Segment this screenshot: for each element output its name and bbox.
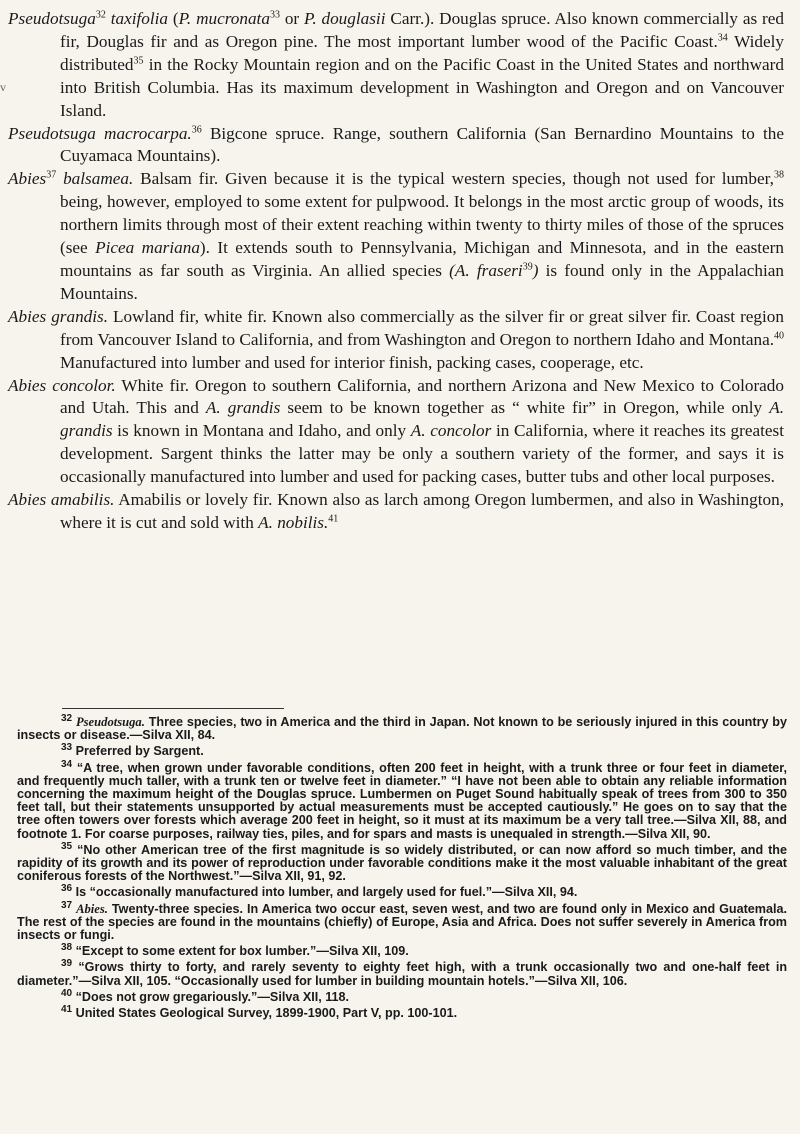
body-text: United States Geological Survey, 1899-1900, Part V, pp. 100-101.	[75, 1006, 458, 1021]
body-text: in the Rocky Mountain region and on the Pacific Coast in the United States and northward into British Columbia. Has its maximum development in Washington and Oregon and on Vancouver Island.	[60, 54, 784, 120]
body-text: Preferred by Sargent.	[75, 744, 204, 759]
italic-text: A. grandis	[60, 398, 784, 441]
italic-text: Pseudotsuga.	[75, 715, 145, 729]
body-text: Manufactured into lumber and used for interior finish, packing cases, cooperage, etc.	[60, 352, 644, 372]
footnote-37	[17, 899, 788, 943]
footnote-ref: 34	[717, 32, 728, 44]
footnote-33	[17, 742, 787, 759]
footnote-number: 39	[61, 958, 73, 970]
footnote-number: 40	[61, 987, 73, 999]
body-text: “Does not grow gregariously.”—Silva XII, 118.	[75, 989, 350, 1004]
footnote-32	[17, 712, 787, 743]
footnote-number: 36	[61, 883, 73, 895]
italic-text: balsamea.	[56, 169, 134, 189]
species-entries	[0, 8, 800, 535]
footnote-ref: 39	[522, 261, 533, 273]
body-text: in California, where it reaches its greatest development. Sargent thinks the latter may be only a southern variety of the former, and says it is occasionally manufactured into lumber and used for packing cases, butter tubs and other local purposes.	[60, 421, 784, 487]
italic-text: )	[532, 260, 539, 280]
italic-text: Pseudotsuga macrocarpa.	[8, 123, 192, 143]
italic-text: A. concolor	[410, 421, 492, 441]
footnote-ref: 38	[773, 169, 784, 181]
body-text: is found only in the Appalachian Mountains.	[60, 260, 785, 303]
entry-abies-concolor	[0, 375, 800, 490]
italic-text: P. mucronata	[178, 9, 270, 28]
italic-text: Pseudotsuga	[8, 9, 96, 28]
body-text: Widely distributed	[60, 31, 784, 74]
footnote-ref: 32	[95, 9, 106, 21]
footnote-ref: 37	[46, 169, 57, 181]
footnotes	[17, 712, 788, 1023]
body-text: Bigcone spruce. Range, southern California (San Bernardino Mountains to the Cuyamaca Mountains).	[60, 123, 784, 166]
body-text: or	[279, 9, 305, 28]
italic-text: Abies grandis.	[8, 306, 109, 326]
footnote-number: 35	[61, 840, 73, 852]
entry-pseudotsuga-macrocarpa	[0, 123, 800, 169]
footnote-ref: 33	[269, 9, 280, 21]
footnote-39	[17, 958, 788, 988]
footnote-number: 37	[61, 899, 73, 911]
footnote-40	[17, 987, 787, 1004]
footnote-41	[17, 1003, 787, 1021]
entry-abies-balsamea	[0, 168, 800, 305]
body-text: Lowland fir, white fir. Known also commercially as the silver fir or great silver fir. Coast region from Vancouver Island to California, and from Washington and Oregon to northern Idaho and Montana.	[60, 306, 784, 349]
body-text: “No other American tree of the first magnitude is so widely distributed, or can now afford so much timber, and the rapidity of its growth and its power of reproduction under favorable conditions make it the most valuable inhabitant of the great coniferous forests of the Northwest.”—Silva XII, 91, 92.	[17, 842, 788, 884]
entry-pseudotsuga-taxifolia	[0, 8, 800, 123]
italic-text: taxifolia	[105, 9, 169, 28]
body-text: Is “occasionally manufactured into lumber, and largely used for fuel.”—Silva XII, 94.	[75, 885, 578, 900]
footnote-38	[17, 942, 787, 959]
body-text: ). It extends south to Pennsylvania, Michigan and Minnesota, and in the eastern mountains as far south as Virginia. An allied species	[60, 238, 785, 280]
body-text: being, however, employed to some extent for pulpwood. It belongs in the most arctic group of woods, its northern limits through most of their extent reaching within twenty to thirty miles of those of the spruces (see	[60, 192, 784, 258]
footnote-number: 38	[61, 942, 73, 954]
body-text: is known in Montana and Idaho, and only	[112, 421, 411, 441]
body-text: Three species, two in America and the third in Japan. Not known to be seriously injured in this country by insects or disease.—Silva XII, 84.	[17, 715, 787, 743]
body-text: seem to be known together as “ white fir” in Oregon, while only	[280, 398, 770, 418]
italic-text: A. grandis	[205, 398, 281, 418]
italic-text: Abies concolor.	[8, 375, 116, 395]
footnote-rule	[62, 708, 284, 709]
italic-text: P. douglasii	[304, 9, 386, 28]
italic-text: Abies amabilis.	[8, 490, 115, 510]
body-text: White fir. Oregon to southern California, and northern Arizona and New Mexico to Colorado and Utah. This and	[60, 375, 784, 418]
footnote-number: 34	[61, 758, 73, 770]
body-text: Twenty-three species. In America two occur east, seven west, and two are found only in Mexico and Guatemala. The rest of the species are found in the mountains (chiefly) of Europe, Asia and Africa. Does not suffer severely in America from insects or fungi.	[17, 901, 788, 943]
footnote-ref: 41	[328, 513, 339, 525]
footnote-number: 32	[61, 712, 73, 724]
italic-text: Abies	[8, 169, 47, 189]
italic-text: Picea mariana	[95, 238, 200, 258]
italic-text: Abies.	[76, 901, 108, 916]
footnote-34	[17, 758, 788, 841]
footnote-ref: 40	[774, 329, 784, 341]
footnote-36	[17, 883, 787, 900]
footnote-ref: 36	[191, 123, 202, 135]
footnote-number: 33	[61, 742, 73, 754]
body-text: (	[168, 9, 179, 28]
margin-mark: v	[0, 80, 6, 94]
entry-abies-amabilis	[0, 489, 800, 535]
entry-abies-grandis	[0, 306, 800, 375]
body-text: Amabilis or lovely fir. Known also as larch among Oregon lumbermen, and also in Washington, where it is cut and sold with	[60, 490, 785, 532]
footnote-35	[17, 840, 788, 884]
italic-text: A. nobilis.	[258, 512, 329, 532]
body-text: “A tree, when grown under favorable conditions, often 200 feet in height, with a trunk three or four feet in diameter, and frequently much taller, with a trunk ten or twelve feet in diameter.” “I have not been able to obtain any reliable information concerning the maximum height of the Douglas spruce. Lumbermen on Puget Sound habitually speak of trees from 300 to 350 feet tall, but their statements unsupported by actual measurements must be accepted cautiously.” He goes on to say that the tree often towers over forests which average 200 feet in height, so it must at its maximum be a very tall tree.—Silva XII, 88, and footnote 1. For coarse purposes, railway ties, piles, and for spars and masts is unequaled in strength.—Silva XII, 90.	[17, 760, 788, 841]
body-text: Carr.). Douglas spruce. Also known commercially as red fir, Douglas fir and as Oregon pine. The most important lumber wood of the Pacific Coast.	[60, 9, 784, 51]
italic-text: (A. fraseri	[449, 260, 523, 280]
footnote-number: 41	[61, 1003, 73, 1015]
body-text: Balsam fir. Given because it is the typical western species, though not used for lumber,	[133, 169, 774, 189]
body-text: “Grows thirty to forty, and rarely seventy to eighty feet high, with a trunk occasionally two and one-half feet in diameter.”—Silva XII, 105. “Occasionally used for lumber in building mountain hotels.”—Silva XII, 106.	[17, 960, 788, 988]
body-text: “Except to some extent for box lumber.”—Silva XII, 109.	[75, 944, 409, 959]
footnote-ref: 35	[133, 55, 144, 67]
